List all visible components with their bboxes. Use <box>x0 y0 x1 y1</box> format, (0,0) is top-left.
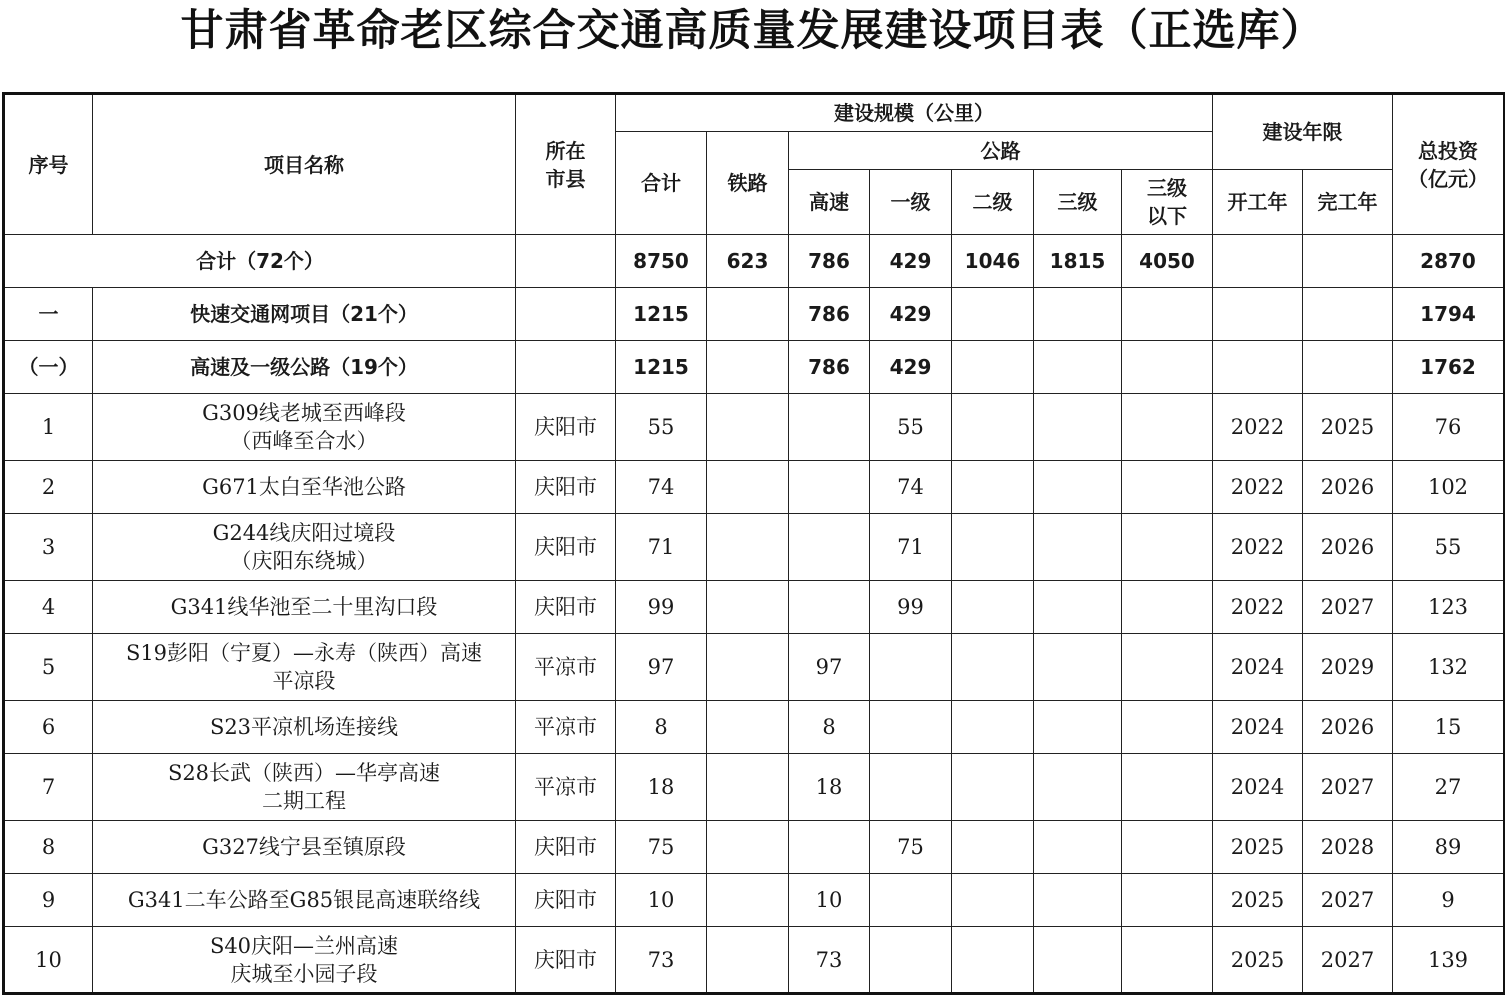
cell-start: 2022 <box>1213 461 1303 514</box>
cell-invest: 89 <box>1393 821 1505 874</box>
cell-grade2 <box>952 821 1034 874</box>
header-city-line2: 市县 <box>545 166 586 191</box>
cell-grade1: 55 <box>870 394 952 461</box>
cell-name <box>93 927 516 994</box>
project-rows <box>4 394 1505 994</box>
project-name-line1: S23平凉机场连接线 <box>209 715 399 739</box>
project-name-line2: （西峰至合水） <box>230 429 378 453</box>
cell-grade2 <box>952 394 1034 461</box>
cell-grade2 <box>952 874 1034 927</box>
project-name-line1: S40庆阳—兰州高速 <box>209 933 399 958</box>
cell-name <box>93 874 516 927</box>
cell-name <box>93 754 516 821</box>
cell-start: 2025 <box>1213 874 1303 927</box>
cell-seq: 1 <box>4 394 93 461</box>
cell-city: 庆阳市 <box>516 874 616 927</box>
cell-end: 2029 <box>1303 634 1393 701</box>
cell-end: 2027 <box>1303 581 1393 634</box>
cell-grade2 <box>952 461 1034 514</box>
cell-grade3below: 4050 <box>1122 235 1213 288</box>
cell-grade3 <box>1034 341 1122 394</box>
cell-grade1: 429 <box>870 235 952 288</box>
cell-start <box>1213 288 1303 341</box>
cell-grade2 <box>952 754 1034 821</box>
cell-railway <box>707 821 789 874</box>
cell-grade3: 1815 <box>1034 235 1122 288</box>
cell-name: 高速及一级公路（19个） <box>93 341 516 394</box>
cell-seq: 3 <box>4 514 93 581</box>
cell-invest: 102 <box>1393 461 1505 514</box>
cell-grade2 <box>952 927 1034 994</box>
cell-railway <box>707 461 789 514</box>
cell-railway <box>707 701 789 754</box>
cell-grade2 <box>952 701 1034 754</box>
cell-seq: 4 <box>4 581 93 634</box>
project-name-line2: （庆阳东绕城） <box>230 549 378 573</box>
project-name-line1: G341二车公路至G85银昆高速联络线 <box>127 888 481 912</box>
table-row <box>4 701 1505 754</box>
cell-invest: 76 <box>1393 394 1505 461</box>
table-row <box>4 461 1505 514</box>
cell-invest: 2870 <box>1393 235 1505 288</box>
header-scale: 建设规模（公里） <box>616 94 1213 132</box>
cell-grade3below <box>1122 581 1213 634</box>
cell-grade3below <box>1122 288 1213 341</box>
cell-grade3 <box>1034 701 1122 754</box>
cell-start: 2025 <box>1213 821 1303 874</box>
cell-grade3 <box>1034 754 1122 821</box>
table-row <box>4 927 1505 994</box>
header-start: 开工年 <box>1213 170 1303 235</box>
cell-name <box>93 394 516 461</box>
cell-total: 8750 <box>616 235 707 288</box>
cell-city <box>516 235 616 288</box>
cell-grade1: 71 <box>870 514 952 581</box>
cell-expressway <box>789 514 870 581</box>
header-name: 项目名称 <box>93 94 516 235</box>
cell-start: 2022 <box>1213 514 1303 581</box>
cell-start: 2022 <box>1213 394 1303 461</box>
cell-start: 2025 <box>1213 927 1303 994</box>
cell-start <box>1213 341 1303 394</box>
project-name-line1: S28长武（陕西）—华亭高速 <box>167 761 441 785</box>
table-row <box>4 874 1505 927</box>
cell-start: 2024 <box>1213 701 1303 754</box>
cell-name: 快速交通网项目（21个） <box>93 288 516 341</box>
cell-city: 平凉市 <box>516 701 616 754</box>
header-expressway: 高速 <box>789 170 870 235</box>
cell-end: 2026 <box>1303 701 1393 754</box>
cell-railway <box>707 634 789 701</box>
cell-city <box>516 288 616 341</box>
cell-grade1 <box>870 634 952 701</box>
project-name-line1: G327线宁县至镇原段 <box>202 835 406 859</box>
cell-invest: 123 <box>1393 581 1505 634</box>
cell-grade3 <box>1034 394 1122 461</box>
cell-grade1 <box>870 754 952 821</box>
cell-invest: 139 <box>1393 927 1505 994</box>
cell-grade3 <box>1034 581 1122 634</box>
cell-railway <box>707 754 789 821</box>
header-grade3below-line2: 以下 <box>1147 204 1187 228</box>
table-row <box>4 634 1505 701</box>
cell-grade2 <box>952 288 1034 341</box>
cell-railway <box>707 927 789 994</box>
cell-expressway <box>789 821 870 874</box>
cell-grade3below <box>1122 701 1213 754</box>
cell-total: 74 <box>616 461 707 514</box>
table-row <box>4 394 1505 461</box>
cell-end <box>1303 288 1393 341</box>
header-end: 完工年 <box>1303 170 1393 235</box>
cell-grade3 <box>1034 461 1122 514</box>
header-invest-line1: 总投资 <box>1418 138 1478 163</box>
header-grade3below-line1: 三级 <box>1147 176 1187 200</box>
cell-total: 73 <box>616 927 707 994</box>
cell-seq: 一 <box>4 288 93 341</box>
cell-grade3 <box>1034 927 1122 994</box>
cell-grade3below <box>1122 394 1213 461</box>
cell-grade3 <box>1034 288 1122 341</box>
total-row-label: 合计（72个） <box>4 235 516 288</box>
cell-grade1 <box>870 701 952 754</box>
header-grade3: 三级 <box>1034 170 1122 235</box>
cell-grade2: 1046 <box>952 235 1034 288</box>
cell-expressway: 786 <box>789 235 870 288</box>
cell-start: 2024 <box>1213 634 1303 701</box>
table-row-section <box>4 288 1505 341</box>
cell-name <box>93 821 516 874</box>
cell-invest: 9 <box>1393 874 1505 927</box>
cell-end: 2025 <box>1303 394 1393 461</box>
cell-expressway: 97 <box>789 634 870 701</box>
header-grade1: 一级 <box>870 170 952 235</box>
cell-end <box>1303 341 1393 394</box>
cell-grade2 <box>952 341 1034 394</box>
cell-railway <box>707 394 789 461</box>
cell-total: 18 <box>616 754 707 821</box>
cell-end: 2027 <box>1303 754 1393 821</box>
cell-railway <box>707 581 789 634</box>
cell-grade2 <box>952 581 1034 634</box>
table-row <box>4 514 1505 581</box>
cell-seq: （一） <box>4 341 93 394</box>
cell-invest: 55 <box>1393 514 1505 581</box>
cell-expressway <box>789 394 870 461</box>
cell-grade3below <box>1122 821 1213 874</box>
header-seq: 序号 <box>4 94 93 235</box>
cell-grade1: 74 <box>870 461 952 514</box>
project-name-line1: G309线老城至西峰段 <box>202 401 406 425</box>
header-invest-line2: （亿元） <box>1408 166 1488 191</box>
cell-name <box>93 634 516 701</box>
cell-name <box>93 514 516 581</box>
table-row-subsection <box>4 341 1505 394</box>
cell-grade3below <box>1122 461 1213 514</box>
project-name-line2: 庆城至小园子段 <box>230 961 378 986</box>
table-row <box>4 581 1505 634</box>
cell-seq: 9 <box>4 874 93 927</box>
cell-grade1: 75 <box>870 821 952 874</box>
cell-total: 55 <box>616 394 707 461</box>
cell-total: 1215 <box>616 288 707 341</box>
cell-city: 庆阳市 <box>516 394 616 461</box>
cell-end <box>1303 235 1393 288</box>
cell-grade3below <box>1122 514 1213 581</box>
cell-name <box>93 581 516 634</box>
cell-grade3below <box>1122 341 1213 394</box>
cell-start <box>1213 235 1303 288</box>
header-period: 建设年限 <box>1213 94 1393 170</box>
cell-start: 2022 <box>1213 581 1303 634</box>
cell-name <box>93 461 516 514</box>
cell-seq: 6 <box>4 701 93 754</box>
cell-invest: 1762 <box>1393 341 1505 394</box>
cell-grade1: 429 <box>870 288 952 341</box>
table-row-grand-total <box>4 235 1505 288</box>
table-header <box>4 94 1505 235</box>
header-highway: 公路 <box>789 132 1213 170</box>
table-body <box>4 235 1505 394</box>
cell-end: 2028 <box>1303 821 1393 874</box>
cell-total: 10 <box>616 874 707 927</box>
cell-railway <box>707 288 789 341</box>
table-row <box>4 821 1505 874</box>
cell-total: 99 <box>616 581 707 634</box>
header-city-line1: 所在 <box>545 138 586 163</box>
cell-grade2 <box>952 634 1034 701</box>
project-name-line2: 平凉段 <box>272 669 336 693</box>
cell-seq: 7 <box>4 754 93 821</box>
header-grade3below <box>1122 170 1213 235</box>
cell-city: 平凉市 <box>516 634 616 701</box>
cell-grade3 <box>1034 821 1122 874</box>
cell-seq: 5 <box>4 634 93 701</box>
project-table <box>2 92 1505 995</box>
cell-grade1: 429 <box>870 341 952 394</box>
cell-grade3below <box>1122 874 1213 927</box>
cell-city: 庆阳市 <box>516 461 616 514</box>
cell-railway <box>707 514 789 581</box>
cell-name <box>93 701 516 754</box>
cell-grade3 <box>1034 514 1122 581</box>
cell-railway <box>707 341 789 394</box>
cell-invest: 132 <box>1393 634 1505 701</box>
cell-expressway: 10 <box>789 874 870 927</box>
cell-grade3below <box>1122 754 1213 821</box>
cell-city <box>516 341 616 394</box>
cell-seq: 2 <box>4 461 93 514</box>
cell-city: 庆阳市 <box>516 821 616 874</box>
header-city <box>516 94 616 235</box>
cell-seq: 10 <box>4 927 93 994</box>
cell-end: 2027 <box>1303 874 1393 927</box>
cell-total: 97 <box>616 634 707 701</box>
cell-city: 庆阳市 <box>516 581 616 634</box>
cell-seq: 8 <box>4 821 93 874</box>
cell-grade3below <box>1122 927 1213 994</box>
project-name-line1: G244线庆阳过境段 <box>212 521 396 545</box>
cell-grade1 <box>870 927 952 994</box>
cell-expressway: 786 <box>789 288 870 341</box>
cell-end: 2026 <box>1303 461 1393 514</box>
cell-expressway: 786 <box>789 341 870 394</box>
cell-total: 71 <box>616 514 707 581</box>
cell-start: 2024 <box>1213 754 1303 821</box>
header-railway: 铁路 <box>707 132 789 235</box>
project-name-line1: G671太白至华池公路 <box>202 475 406 499</box>
header-invest <box>1393 94 1505 235</box>
cell-grade2 <box>952 514 1034 581</box>
cell-grade1 <box>870 874 952 927</box>
page-title: 甘肃省革命老区综合交通高质量发展建设项目表（正选库） <box>180 6 1325 56</box>
cell-invest: 15 <box>1393 701 1505 754</box>
cell-expressway: 73 <box>789 927 870 994</box>
project-name-line1: G341线华池至二十里沟口段 <box>170 595 438 619</box>
cell-city: 庆阳市 <box>516 514 616 581</box>
cell-invest: 1794 <box>1393 288 1505 341</box>
cell-expressway: 8 <box>789 701 870 754</box>
cell-railway: 623 <box>707 235 789 288</box>
cell-grade3 <box>1034 874 1122 927</box>
cell-city: 平凉市 <box>516 754 616 821</box>
cell-grade3below <box>1122 634 1213 701</box>
cell-end: 2026 <box>1303 514 1393 581</box>
project-name-line2: 二期工程 <box>262 789 346 813</box>
cell-total: 8 <box>616 701 707 754</box>
table-row <box>4 754 1505 821</box>
cell-expressway <box>789 581 870 634</box>
cell-expressway <box>789 461 870 514</box>
cell-end: 2027 <box>1303 927 1393 994</box>
cell-railway <box>707 874 789 927</box>
header-total: 合计 <box>616 132 707 235</box>
cell-expressway: 18 <box>789 754 870 821</box>
cell-total: 75 <box>616 821 707 874</box>
cell-total: 1215 <box>616 341 707 394</box>
cell-grade3 <box>1034 634 1122 701</box>
cell-invest: 27 <box>1393 754 1505 821</box>
cell-city: 庆阳市 <box>516 927 616 994</box>
header-grade2: 二级 <box>952 170 1034 235</box>
project-name-line1: S19彭阳（宁夏）—永寿（陕西）高速 <box>125 641 483 665</box>
cell-grade1: 99 <box>870 581 952 634</box>
